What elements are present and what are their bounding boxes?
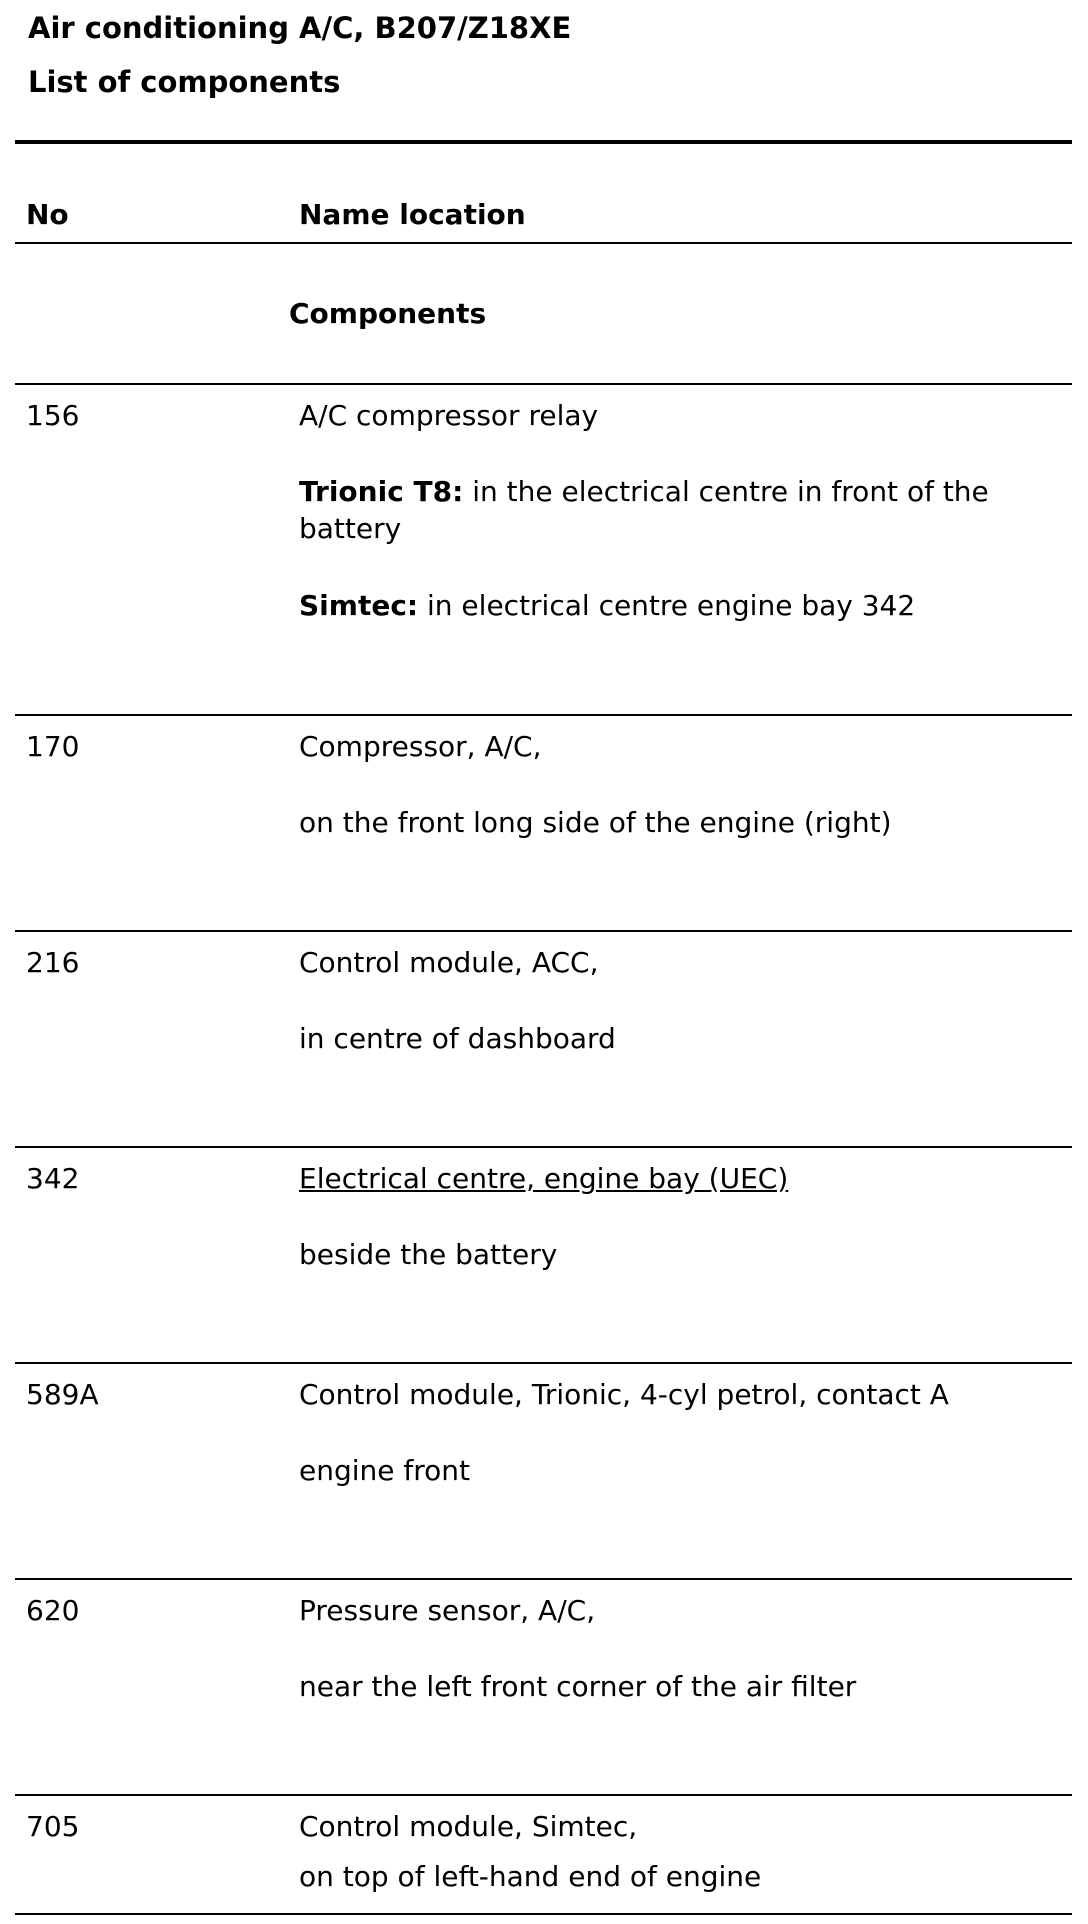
top-rule bbox=[15, 140, 1072, 144]
row-location: engine front bbox=[299, 1454, 471, 1487]
row-number: 170 bbox=[26, 730, 80, 763]
row-location: in centre of dashboard bbox=[299, 1022, 616, 1055]
row-note bbox=[299, 473, 1069, 547]
row-number: 342 bbox=[26, 1162, 80, 1195]
header-rule bbox=[15, 242, 1072, 244]
row-number: 216 bbox=[26, 946, 80, 979]
row-rule bbox=[15, 383, 1072, 385]
note-label: Trionic T8: bbox=[299, 475, 464, 508]
row-number: 589A bbox=[26, 1378, 99, 1411]
row-rule bbox=[15, 1146, 1072, 1148]
row-name: Control module, Simtec, bbox=[299, 1810, 638, 1843]
row-name: Control module, Trionic, 4-cyl petrol, contact A bbox=[299, 1378, 949, 1411]
row-rule bbox=[15, 1362, 1072, 1364]
row-rule bbox=[15, 1794, 1072, 1796]
row-location: on the front long side of the engine (right) bbox=[299, 806, 892, 839]
row-number: 705 bbox=[26, 1810, 80, 1843]
row-name: Control module, ACC, bbox=[299, 946, 599, 979]
section-heading: Components bbox=[289, 297, 487, 330]
column-header-no: No bbox=[26, 198, 69, 231]
row-location: near the left front corner of the air filter bbox=[299, 1670, 857, 1703]
row-rule bbox=[15, 1578, 1072, 1580]
row-rule bbox=[15, 714, 1072, 716]
page-title: Air conditioning A/C, B207/Z18XE bbox=[28, 11, 572, 45]
bottom-rule bbox=[15, 1913, 1072, 1915]
column-header-name-location: Name location bbox=[299, 198, 526, 231]
row-location: beside the battery bbox=[299, 1238, 558, 1271]
row-location: on top of left-hand end of engine bbox=[299, 1860, 762, 1893]
page-subtitle: List of components bbox=[28, 65, 341, 99]
row-name: Compressor, A/C, bbox=[299, 730, 542, 763]
note-text: in electrical centre engine bay 342 bbox=[418, 589, 916, 622]
note-text: in the electrical centre in front of the battery bbox=[299, 475, 989, 545]
row-number: 620 bbox=[26, 1594, 80, 1627]
row-rule bbox=[15, 930, 1072, 932]
row-name: Pressure sensor, A/C, bbox=[299, 1594, 596, 1627]
note-label: Simtec: bbox=[299, 589, 419, 622]
row-name: A/C compressor relay bbox=[299, 399, 599, 432]
row-note bbox=[299, 587, 1069, 624]
row-name-link[interactable]: Electrical centre, engine bay (UEC) bbox=[299, 1162, 789, 1195]
row-number: 156 bbox=[26, 399, 80, 432]
